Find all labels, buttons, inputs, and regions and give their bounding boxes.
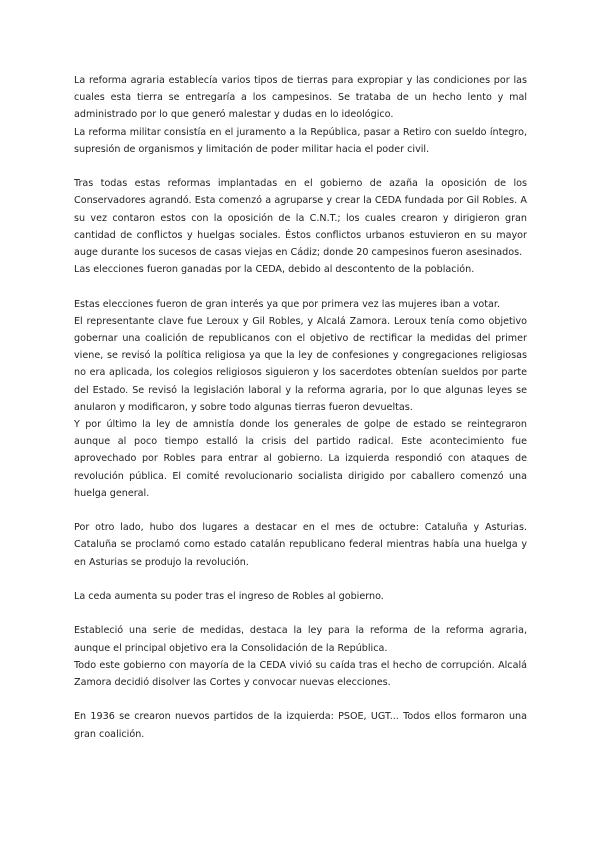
paragraph-oposicion-conservadores: Tras todas estas reformas implantadas en el gobierno de azaña la oposición de los Conservadores agrandó. Esta comenzó a agruparse y crear la CEDA fundada por Gil Robles. A su vez contaron estos con la oposición de la C.N.T.; los cuales crearon y dirigieron gran cantidad de conflictos y huelgas sociales. Éstos conflictos urbanos estuvieron en su mayor auge durante los sucesos de casas viejas en Cádiz; donde 20 campesinos fueron asesinados. [74, 178, 527, 259]
paragraph-ley-amnistia: Y por último la ley de amnistía donde los generales de golpe de estado se reintegraron aunque al poco tiempo estalló la crisis del partido radical. Este acontecimiento fue aprovechado por Robles para entrar al gobierno. La izquierda respondió con ataques de revolución pública. El comité revolucionario socialista dirigido por caballero comenzó una huelga general. [74, 419, 527, 499]
paragraph-caida-gobierno: Todo este gobierno con mayoría de la CEDA vivió su caída tras el hecho de corrupción. Alcalá Zamora decidió disolver las Cortes y convocar nuevas elecciones. [74, 659, 527, 689]
paragraph-voto-mujeres: Estas elecciones fueron de gran interés ya que por primera vez las mujeres iban a votar. [74, 298, 501, 310]
paragraph-spacer [74, 158, 527, 175]
paragraph-spacer [74, 691, 527, 708]
paragraph-nuevos-partidos: En 1936 se crearon nuevos partidos de la izquierda: PSOE, UGT... Todos ellos formaron una gran coalición. [74, 711, 527, 740]
paragraph-representante-clave: El representante clave fue Leroux y Gil Robles, y Alcalá Zamora. Leroux tenía como objetivo gobernar una coalición de republicanos con el objetivo de rectificar la medidas del primer viene, se revisó la política religiosa ya que la ley de confesiones y congregaciones religiosas no era aplicada, los colegios religiosos siguieron y los sacerdotes obtenían sueldos por parte del Estado. Se revisó la legislación laboral y la reforma agraria, por lo que algunas leyes se anularon y modificaron, y sobre todo algunas tierras fueron devueltas. [74, 315, 527, 413]
paragraph-ceda-poder: La ceda aumenta su poder tras el ingreso de Robles al gobierno. [74, 591, 384, 603]
paragraph-reforma-militar: La reforma militar consistía en el juramento a la República, pasar a Retiro con sueldo íntegro, supresión de organismos y limitación de poder militar hacia el poder civil. [74, 126, 527, 155]
paragraph-spacer [74, 571, 527, 588]
paragraph-medidas: Estableció una serie de medidas, destaca la ley para la reforma de la reforma agraria, aunque el principal objetivo era la Consolidación de la República. [74, 625, 527, 654]
paragraph-elecciones-ceda: Las elecciones fueron ganadas por la CEDA, debido al descontento de la población. [74, 264, 475, 276]
paragraph-reforma-agraria: La reforma agraria establecía varios tipos de tierras para expropiar y las condiciones por las cuales esta tierra se entregaría a los campesinos. Se trataba de un hecho lento y mal administrado por lo que generó malestar y dudas en lo ideológico. [74, 75, 527, 121]
paragraph-spacer [74, 502, 527, 519]
paragraph-spacer [74, 605, 527, 622]
paragraph-cataluna-asturias: Por otro lado, hubo dos lugares a destacar en el mes de octubre: Cataluña y Asturias. Cataluña se proclamó como estado catalán republicano federal mientras había una huelga y en Asturias se produjo la revolución. [74, 522, 527, 568]
document-body [74, 72, 527, 743]
paragraph-spacer [74, 278, 527, 295]
